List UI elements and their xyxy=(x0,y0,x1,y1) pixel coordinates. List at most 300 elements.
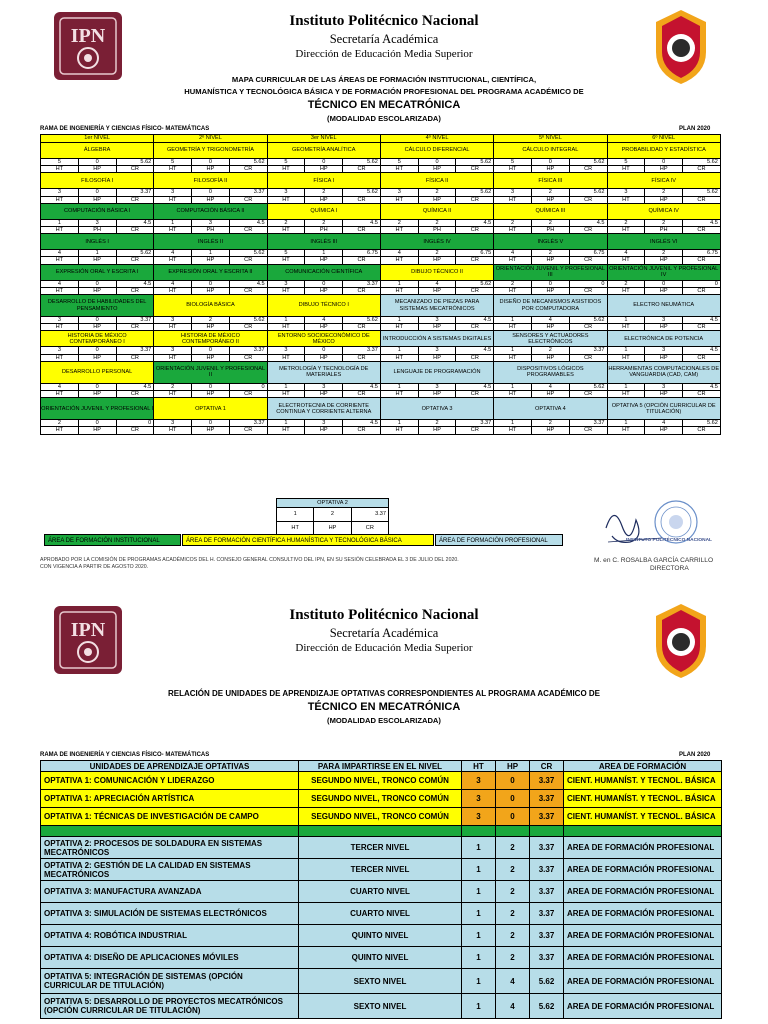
header-cell: HT xyxy=(494,354,532,361)
subject-cell: QUÍMICA II xyxy=(380,203,493,219)
cell-a: AREA DE FORMACIÓN PROFESIONAL xyxy=(564,859,722,881)
header-cell: HP xyxy=(418,257,456,264)
header-cell: CR xyxy=(229,354,267,361)
subject-cell: FÍSICA I xyxy=(267,173,380,189)
header-cell: HP xyxy=(305,391,343,398)
cell-ht: 1 xyxy=(462,969,496,994)
value-cell: 0 xyxy=(192,420,230,427)
header-cell: CR xyxy=(229,427,267,434)
cell-u: OPTATIVA 3: MANUFACTURA AVANZADA xyxy=(41,881,299,903)
value-cell: 2 xyxy=(154,383,192,390)
value-cell: 0 xyxy=(192,383,230,390)
header-cell: CR xyxy=(229,257,267,264)
value-cell: 2 xyxy=(267,219,305,226)
cell-hp: 2 xyxy=(496,947,530,969)
subject-cell: DIBUJO TÉCNICO II xyxy=(380,264,493,280)
value-cell: 4 xyxy=(41,250,79,257)
subject-cell: FÍSICA IV xyxy=(607,173,720,189)
value-cell: 2 xyxy=(531,189,569,196)
cell-u: OPTATIVA 5: INTEGRACIÓN DE SISTEMAS (OPCIÓN CURRICULAR DE TITULACIÓN) xyxy=(41,969,299,994)
header-cell: HT xyxy=(267,287,305,294)
header-cell: CR xyxy=(569,166,607,173)
cell-hp: 2 xyxy=(496,903,530,925)
header-cell: HT xyxy=(154,257,192,264)
header-cell: HP xyxy=(305,287,343,294)
value-cell: 3 xyxy=(154,420,192,427)
cell-hp: 2 xyxy=(496,925,530,947)
value-cell: 3.37 xyxy=(116,189,154,196)
direction-title: Dirección de Educación Media Superior xyxy=(295,642,473,654)
header-cell: HT xyxy=(494,391,532,398)
svg-text:IPN: IPN xyxy=(70,25,106,47)
value-cell: 2 xyxy=(607,219,645,226)
cell-u: OPTATIVA 4: DISEÑO DE APLICACIONES MÓVILES xyxy=(41,947,299,969)
header-cell: HT xyxy=(41,391,79,398)
subject-cell: INGLÉS III xyxy=(267,234,380,250)
header-cell: HP xyxy=(192,196,230,203)
value-cell: 4 xyxy=(380,250,418,257)
cell-n: SEGUNDO NIVEL, TRONCO COMÚN xyxy=(299,790,462,808)
header-cell: HT xyxy=(267,166,305,173)
separator-cell xyxy=(41,826,299,837)
value-cell: 1 xyxy=(41,219,79,226)
value-cell: 4 xyxy=(41,383,79,390)
header-cell: CR xyxy=(229,391,267,398)
value-cell: 3.37 xyxy=(569,347,607,354)
value-cell: 5.62 xyxy=(683,420,721,427)
institution-title: Instituto Politécnico Nacional xyxy=(289,607,479,623)
table-row xyxy=(41,808,722,826)
subject-cell: INGLÉS IV xyxy=(380,234,493,250)
cell-hp: 2 xyxy=(496,859,530,881)
subject-cell: INTRODUCCIÓN A SISTEMAS DIGITALES xyxy=(380,331,493,347)
header-cell: HT xyxy=(267,391,305,398)
header-cell: HP xyxy=(78,391,116,398)
cell-n: SEGUNDO NIVEL, TRONCO COMÚN xyxy=(299,772,462,790)
header-cell: HP xyxy=(531,427,569,434)
header-cell: HP xyxy=(192,166,230,173)
cell-a: CIENT. HUMANÍST. Y TECNOL. BÁSICA xyxy=(564,772,722,790)
value-cell: 1 xyxy=(154,219,192,226)
subject-cell: OPTATIVA 1 xyxy=(154,398,267,420)
header-cell: HT xyxy=(267,354,305,361)
header-cell: HP xyxy=(78,354,116,361)
header-cell: CR xyxy=(683,287,721,294)
header-cell: HT xyxy=(154,427,192,434)
separator-cell xyxy=(496,826,530,837)
value-cell: 4.5 xyxy=(116,383,154,390)
value-cell: 1 xyxy=(267,420,305,427)
signer-name: M. en C. ROSALBA GARCÍA CARRILLO xyxy=(594,557,714,564)
cell-n: SEXTO NIVEL xyxy=(299,969,462,994)
header-cell: HP xyxy=(78,166,116,173)
subject-cell: EXPRESIÓN ORAL Y ESCRITA II xyxy=(154,264,267,280)
header-cell: CR xyxy=(456,227,494,234)
header-cell: HP xyxy=(78,324,116,331)
header-cell: HT xyxy=(380,257,418,264)
value-cell: 5.62 xyxy=(456,189,494,196)
level-header: 3er NIVEL xyxy=(267,135,380,143)
header-cell: HT xyxy=(494,196,532,203)
subject-cell: ORIENTACIÓN JUVENIL Y PROFESIONAL I xyxy=(41,398,154,420)
separator-cell xyxy=(564,826,722,837)
header-cell: HP xyxy=(418,166,456,173)
value-cell: 6.75 xyxy=(683,250,721,257)
cell-n: CUARTO NIVEL xyxy=(299,881,462,903)
header-cell: HP xyxy=(305,427,343,434)
header-cell: HT xyxy=(380,324,418,331)
value-cell: 2 xyxy=(645,219,683,226)
header-cell: HT xyxy=(154,166,192,173)
header-cell: HP xyxy=(645,257,683,264)
cell-u: OPTATIVA 4: ROBÓTICA INDUSTRIAL xyxy=(41,925,299,947)
header-cell: HP xyxy=(192,324,230,331)
header-cell: HP xyxy=(418,324,456,331)
value-cell: 2 xyxy=(380,219,418,226)
value-cell: 5.62 xyxy=(229,250,267,257)
level-header: 6º NIVEL xyxy=(607,135,720,143)
header-cell: CR xyxy=(116,166,154,173)
header-cell: CR xyxy=(229,196,267,203)
value-cell: 4.5 xyxy=(456,317,494,324)
value-cell: 2 xyxy=(531,347,569,354)
header-cell: HP xyxy=(418,391,456,398)
secretariat-title: Secretaría Académica xyxy=(329,32,439,46)
header-cell: CR xyxy=(343,287,381,294)
value-cell: 5 xyxy=(267,159,305,166)
header-cell: HT xyxy=(607,257,645,264)
value-cell: 3 xyxy=(418,347,456,354)
header-cell: HP xyxy=(645,196,683,203)
value-cell: 1 xyxy=(267,383,305,390)
header-cell: HT xyxy=(380,196,418,203)
header-cell: HP xyxy=(192,287,230,294)
header-cell: CR xyxy=(343,166,381,173)
header-cell: CR xyxy=(456,427,494,434)
level-header: 4º NIVEL xyxy=(380,135,493,143)
header-cell: HT xyxy=(154,287,192,294)
seal-text: INSTITUTO POLITÉCNICO NACIONAL xyxy=(626,538,712,543)
value-cell: 3 xyxy=(267,280,305,287)
value-cell: 2 xyxy=(531,250,569,257)
header-cell: HP xyxy=(531,257,569,264)
signature-seal-icon xyxy=(600,498,720,556)
cell-cr: 3.37 xyxy=(530,790,564,808)
value-cell: 5.62 xyxy=(116,159,154,166)
subject-cell: COMPUTACIÓN BÁSICA II xyxy=(154,203,267,219)
value-cell: 4.5 xyxy=(683,219,721,226)
value-cell: 0 xyxy=(78,383,116,390)
branch-label: RAMA DE INGENIERÍA Y CIENCIAS FÍSICO- MATEMÁTICAS xyxy=(40,126,210,132)
plan-label: PLAN 2020 xyxy=(679,126,711,132)
value-cell: 3.37 xyxy=(343,280,381,287)
plan-label: PLAN 2020 xyxy=(679,752,711,758)
header-cell: HP xyxy=(645,287,683,294)
value-cell: 3.37 xyxy=(229,420,267,427)
separator-cell xyxy=(530,826,564,837)
value-cell: 0 xyxy=(305,347,343,354)
value-cell: 5.62 xyxy=(683,159,721,166)
value-cell: 2 xyxy=(418,420,456,427)
subject-cell: FÍSICA II xyxy=(380,173,493,189)
value-cell: 4 xyxy=(154,280,192,287)
curriculum-grid xyxy=(40,134,721,435)
value-cell: 3 xyxy=(154,317,192,324)
subject-cell: DESARROLLO PERSONAL xyxy=(41,361,154,383)
value-cell: 4 xyxy=(531,383,569,390)
cell-hp: 4 xyxy=(496,994,530,1019)
header-cell: HT xyxy=(607,354,645,361)
svg-text:IPN: IPN xyxy=(70,619,106,641)
subject-cell: HISTORIA DE MÉXICO CONTEMPORÁNEO I xyxy=(41,331,154,347)
header-cell: HT xyxy=(41,196,79,203)
table-row xyxy=(41,881,722,903)
value-cell: 3 xyxy=(645,383,683,390)
value-cell: 3 xyxy=(78,219,116,226)
column-header: HP xyxy=(496,761,530,772)
value-cell: 2 xyxy=(305,189,343,196)
value-cell: 0 xyxy=(78,189,116,196)
subject-cell: METROLOGÍA Y TECNOLOGÍA DE MATERIALES xyxy=(267,361,380,383)
value-cell: 1 xyxy=(380,280,418,287)
value-cell: 5 xyxy=(267,250,305,257)
cell-n: TERCER NIVEL xyxy=(299,859,462,881)
table-row xyxy=(41,969,722,994)
value-cell: 1 xyxy=(494,317,532,324)
value-cell: 5.62 xyxy=(569,383,607,390)
value-cell: 6.75 xyxy=(343,250,381,257)
value-cell: 0 xyxy=(116,420,154,427)
cell-hp: 0 xyxy=(496,790,530,808)
table-row xyxy=(41,947,722,969)
subject-cell: OPTATIVA 4 xyxy=(494,398,607,420)
header-cell: CR xyxy=(116,227,154,234)
cell-a: AREA DE FORMACIÓN PROFESIONAL xyxy=(564,947,722,969)
subject-cell: DISPOSITIVOS LÓGICOS PROGRAMABLES xyxy=(494,361,607,383)
value-cell: 0 xyxy=(229,383,267,390)
header-cell: CR xyxy=(343,227,381,234)
cell-cr: 5.62 xyxy=(530,969,564,994)
cell-a: AREA DE FORMACIÓN PROFESIONAL xyxy=(564,925,722,947)
value-cell: 0 xyxy=(418,159,456,166)
value-cell: 2 xyxy=(531,420,569,427)
cell-a: CIENT. HUMANÍST. Y TECNOL. BÁSICA xyxy=(564,790,722,808)
optativa-2-name: OPTATIVA 2 xyxy=(277,499,389,508)
table-row xyxy=(41,772,722,790)
cell-u: OPTATIVA 5: DESARROLLO DE PROYECTOS MECATRÓNICOS (OPCIÓN CURRICULAR DE TITULACIÓN) xyxy=(41,994,299,1019)
value-cell: 4.5 xyxy=(229,280,267,287)
map-title-line2: HUMANÍSTICA Y TECNOLÓGICA BÁSICA Y DE FORMACIÓN PROFESIONAL DEL PROGRAMA ACADÉMICO DE xyxy=(184,87,584,96)
value-cell: 2 xyxy=(314,508,351,522)
cell-hp: 2 xyxy=(496,837,530,859)
subject-cell: ÁLGEBRA xyxy=(41,143,154,159)
header-cell: CR xyxy=(683,257,721,264)
value-cell: 5.62 xyxy=(343,317,381,324)
cell-hp: 0 xyxy=(496,772,530,790)
value-cell: 5.62 xyxy=(456,159,494,166)
header-cell: HP xyxy=(305,257,343,264)
value-cell: 4.5 xyxy=(116,280,154,287)
value-cell: 2 xyxy=(418,189,456,196)
value-cell: 5.62 xyxy=(569,189,607,196)
value-cell: 0 xyxy=(192,189,230,196)
value-cell: 0 xyxy=(78,317,116,324)
header-cell: HP xyxy=(78,257,116,264)
value-cell: 5.62 xyxy=(229,317,267,324)
subject-cell: BIOLOGÍA BÁSICA xyxy=(154,295,267,317)
value-cell: 0 xyxy=(192,159,230,166)
value-cell: 1 xyxy=(380,347,418,354)
table-row xyxy=(41,925,722,947)
value-cell: 4.5 xyxy=(343,219,381,226)
value-cell: 5 xyxy=(494,159,532,166)
value-cell: 1 xyxy=(494,383,532,390)
header-cell: CR xyxy=(683,227,721,234)
header-cell: CR xyxy=(343,196,381,203)
branch-label: RAMA DE INGENIERÍA Y CIENCIAS FÍSICO- MATEMÁTICAS xyxy=(40,752,210,758)
value-cell: 0 xyxy=(192,347,230,354)
value-cell: 4.5 xyxy=(683,317,721,324)
header-cell: HT xyxy=(267,257,305,264)
value-cell: 5 xyxy=(41,159,79,166)
header-cell: CR xyxy=(343,324,381,331)
header-cell: HP xyxy=(645,166,683,173)
value-cell: 2 xyxy=(418,219,456,226)
header-cell: HT xyxy=(267,324,305,331)
header-cell: HP xyxy=(78,287,116,294)
header-cell: CR xyxy=(343,257,381,264)
header-cell: HP xyxy=(305,166,343,173)
cell-a: CIENT. HUMANÍST. Y TECNOL. BÁSICA xyxy=(564,808,722,826)
value-cell: 0 xyxy=(78,159,116,166)
header-cell: CR xyxy=(229,287,267,294)
value-cell: 5.62 xyxy=(569,317,607,324)
cell-ht: 3 xyxy=(462,790,496,808)
value-cell: 2 xyxy=(645,189,683,196)
header-cell: HT xyxy=(607,324,645,331)
separator-cell xyxy=(299,826,462,837)
subject-cell: OPTATIVA 5 (OPCIÓN CURRICULAR DE TITULACIÓN) xyxy=(607,398,720,420)
header-cell: HP xyxy=(531,324,569,331)
header-cell: CR xyxy=(229,227,267,234)
header-cell: CR xyxy=(569,227,607,234)
header-cell: HT xyxy=(494,257,532,264)
header-cell: CR xyxy=(456,196,494,203)
header-cell: HP xyxy=(531,196,569,203)
legend-scientific: ÁREA DE FORMACIÓN CIENTÍFICA HUMANÍSTICA Y TECNOLÓGICA BÁSICA xyxy=(182,534,434,546)
header-cell: PH xyxy=(192,227,230,234)
header-cell: HP xyxy=(314,522,351,536)
subject-cell: MECANIZADO DE PIEZAS PARA SISTEMAS MECATRÓNICOS xyxy=(380,295,493,317)
modality-label: (MODALIDAD ESCOLARIZADA) xyxy=(327,114,441,123)
cell-u: OPTATIVA 2: GESTIÓN DE LA CALIDAD EN SISTEMAS MECATRÓNICOS xyxy=(41,859,299,881)
header-cell: HT xyxy=(607,227,645,234)
value-cell: 4 xyxy=(645,420,683,427)
value-cell: 0 xyxy=(305,280,343,287)
header-cell: HP xyxy=(645,427,683,434)
header-cell: CR xyxy=(456,257,494,264)
subject-cell: CÁLCULO DIFERENCIAL xyxy=(380,143,493,159)
cell-u: OPTATIVA 1: TÉCNICAS DE INVESTIGACIÓN DE CAMPO xyxy=(41,808,299,826)
cell-u: OPTATIVA 1: COMUNICACIÓN Y LIDERAZGO xyxy=(41,772,299,790)
cell-cr: 3.37 xyxy=(530,881,564,903)
value-cell: 3 xyxy=(41,317,79,324)
header-cell: HT xyxy=(494,227,532,234)
header-cell: HT xyxy=(41,166,79,173)
value-cell: 1 xyxy=(78,250,116,257)
value-cell: 3 xyxy=(267,347,305,354)
legend-professional: ÁREA DE FORMACIÓN PROFESIONAL xyxy=(435,534,563,546)
header-cell: HT xyxy=(607,196,645,203)
header-cell: CR xyxy=(683,166,721,173)
subject-cell: ENTORNO SOCIOECONÓMICO DE MÉXICO xyxy=(267,331,380,347)
header-cell: HP xyxy=(305,354,343,361)
value-cell: 5.62 xyxy=(569,159,607,166)
cell-ht: 1 xyxy=(462,837,496,859)
subject-cell: QUÍMICA IV xyxy=(607,203,720,219)
header-cell: CR xyxy=(569,324,607,331)
cell-cr: 3.37 xyxy=(530,859,564,881)
value-cell: 3 xyxy=(418,383,456,390)
header-cell: CR xyxy=(456,391,494,398)
value-cell: 3 xyxy=(267,189,305,196)
cell-n: TERCER NIVEL xyxy=(299,837,462,859)
value-cell: 0 xyxy=(78,420,116,427)
value-cell: 3 xyxy=(154,347,192,354)
optatives-table xyxy=(40,760,722,1019)
header-cell: HP xyxy=(531,391,569,398)
subject-cell: ELECTROTECNIA DE CORRIENTE CONTINUA Y CORRIENTE ALTERNA xyxy=(267,398,380,420)
subject-cell: HERRAMIENTAS COMPUTACIONALES DE VANGUARDIA (CAD, CAM) xyxy=(607,361,720,383)
value-cell: 3.37 xyxy=(456,420,494,427)
value-cell: 1 xyxy=(277,508,314,522)
header-cell: HP xyxy=(192,427,230,434)
secretariat-title: Secretaría Académica xyxy=(329,626,439,640)
header-cell: CR xyxy=(229,166,267,173)
header-cell: HT xyxy=(607,166,645,173)
header-cell: HT xyxy=(154,391,192,398)
map-title-line1: MAPA CURRICULAR DE LAS ÁREAS DE FORMACIÓN INSTITUCIONAL, CIENTÍFICA, xyxy=(231,75,537,84)
header-cell: HT xyxy=(494,287,532,294)
value-cell: 4.5 xyxy=(683,347,721,354)
value-cell: 0 xyxy=(78,280,116,287)
cell-cr: 3.37 xyxy=(530,947,564,969)
value-cell: 2 xyxy=(41,420,79,427)
value-cell: 3.37 xyxy=(343,347,381,354)
header-cell: HT xyxy=(154,227,192,234)
value-cell: 3 xyxy=(380,189,418,196)
cell-n: QUINTO NIVEL xyxy=(299,947,462,969)
optativa-2-cell xyxy=(276,498,389,536)
header-cell: CR xyxy=(569,354,607,361)
header-cell: PH xyxy=(418,227,456,234)
value-cell: 5.62 xyxy=(343,189,381,196)
value-cell: 0 xyxy=(531,159,569,166)
table-row xyxy=(41,837,722,859)
subject-cell: EXPRESIÓN ORAL Y ESCRITA I xyxy=(41,264,154,280)
column-header: CR xyxy=(530,761,564,772)
header-cell: CR xyxy=(456,324,494,331)
header-cell: CR xyxy=(456,287,494,294)
value-cell: 3.37 xyxy=(569,420,607,427)
subject-cell: INGLÉS VI xyxy=(607,234,720,250)
header-cell: HP xyxy=(531,166,569,173)
value-cell: 5.62 xyxy=(456,280,494,287)
value-cell: 2 xyxy=(418,250,456,257)
value-cell: 5 xyxy=(380,159,418,166)
subject-cell: COMUNICACIÓN CIENTÍFICA xyxy=(267,264,380,280)
value-cell: 2 xyxy=(494,280,532,287)
